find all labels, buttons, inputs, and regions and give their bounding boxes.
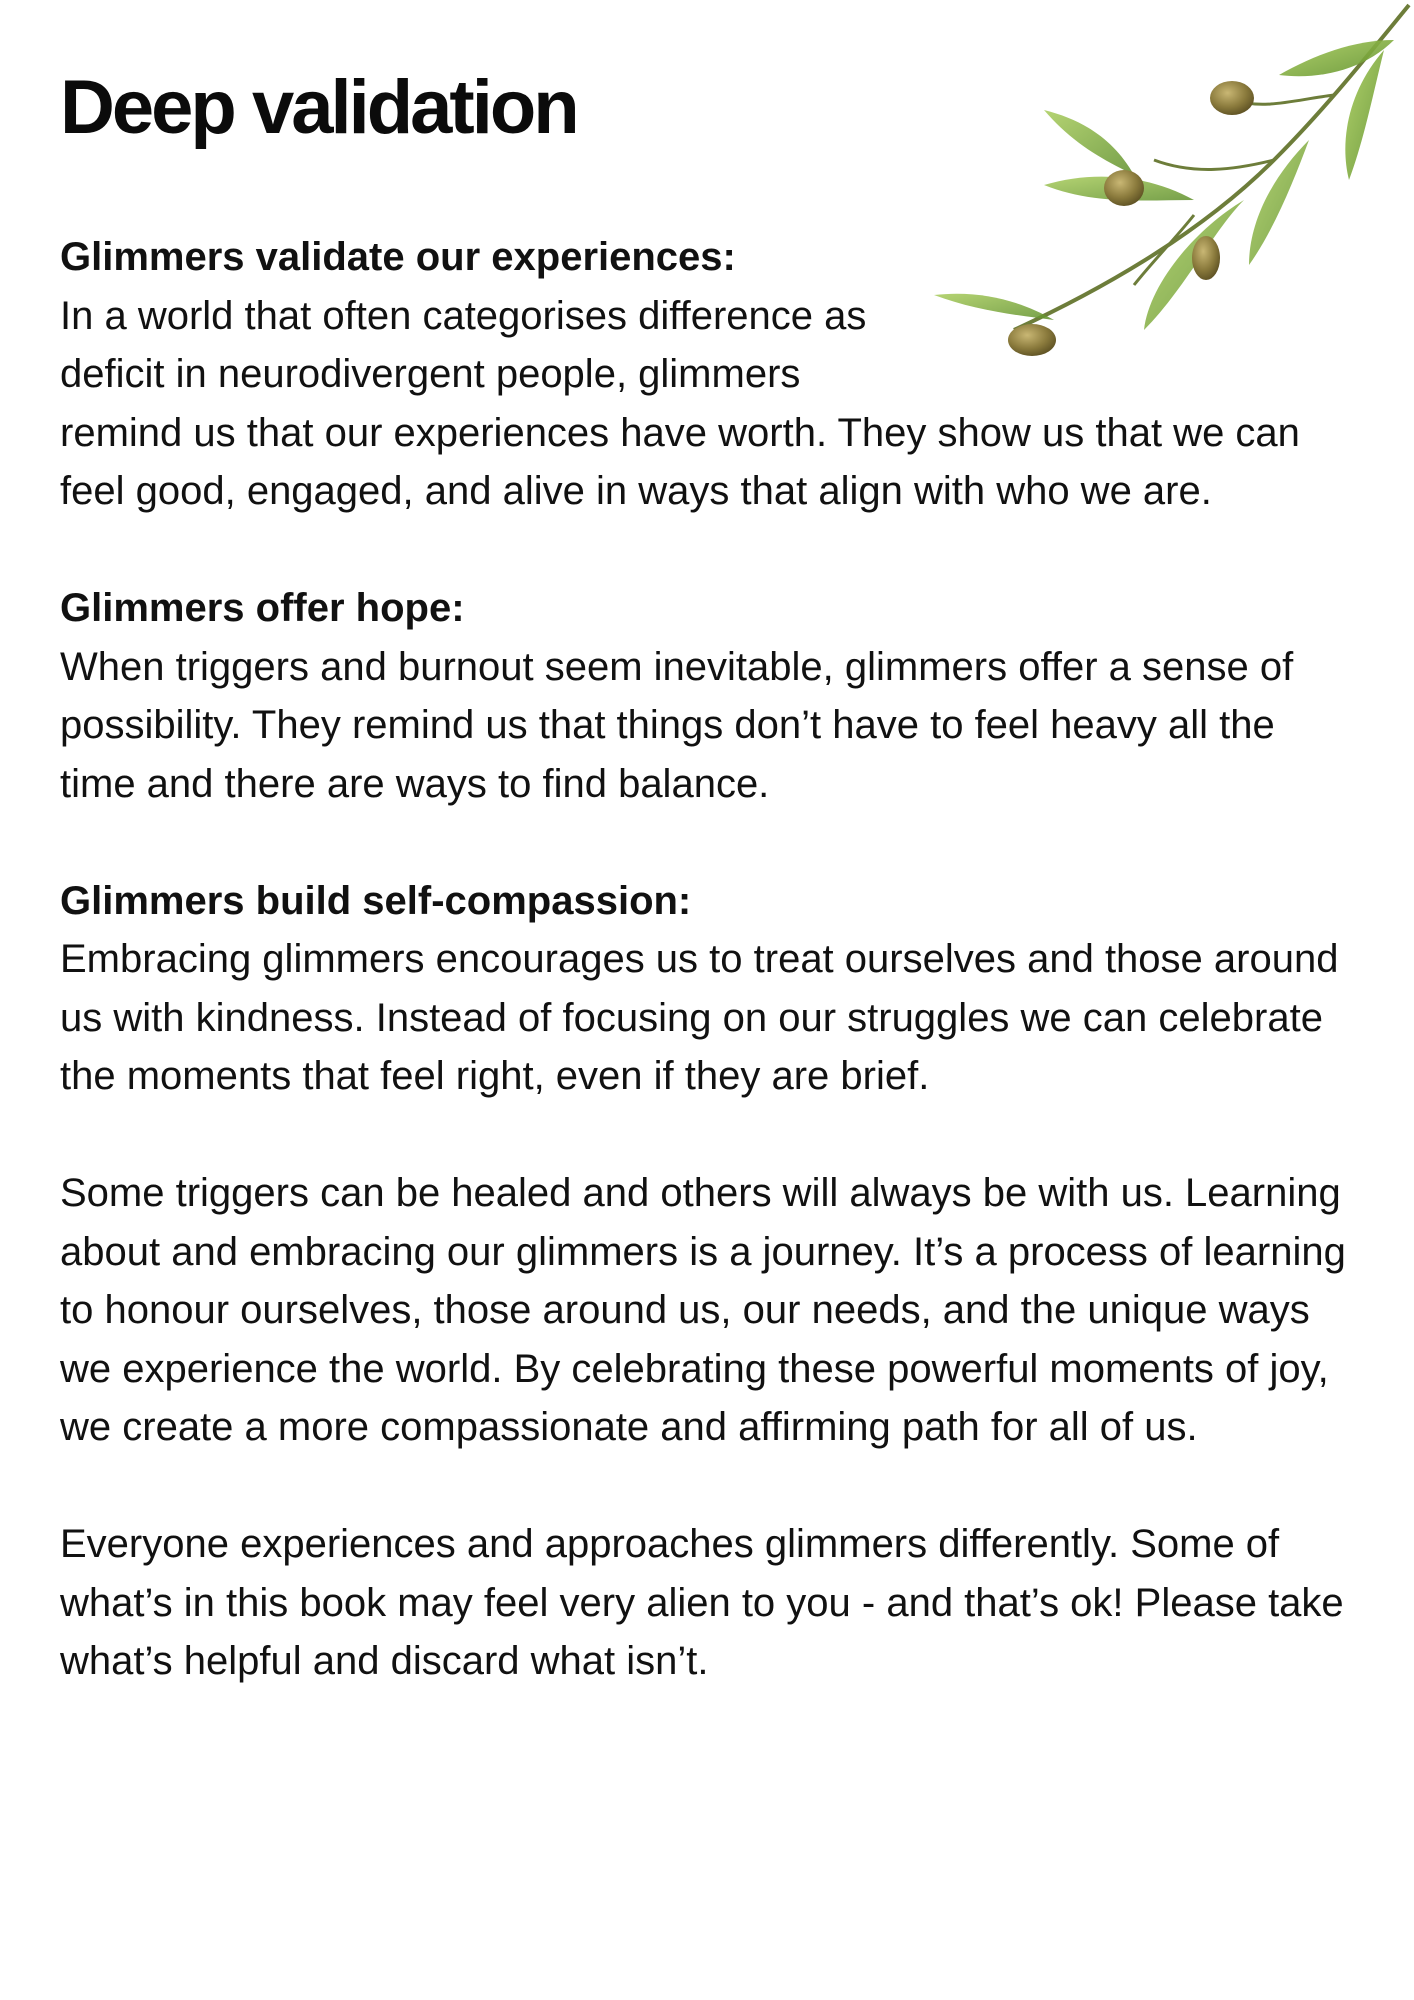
paragraph-journey: Some triggers can be healed and others will always be with us. Learning about and embracing our glimmers is a journey. It’s a process of learning to honour ourselves, those around us, our needs, and the unique ways we experience the world. By celebrating these powerful moments of joy, we create a more compassionate and affirming path for all of us. xyxy=(60,1171,1346,1449)
page-content xyxy=(60,58,1360,1749)
paragraph-differences: Everyone experiences and approaches glimmers differently. Some of what’s in this book may feel very alien to you - and that’s ok! Please take what’s helpful and discard what isn’t. xyxy=(60,1522,1344,1683)
page-title: Deep validation xyxy=(60,65,577,150)
section-heading: Glimmers validate our experiences: xyxy=(60,235,736,279)
section-validate xyxy=(60,228,1360,521)
section-body: In a world that often categorises difference as deficit in neurodivergent people, glimmers remind us that our experiences have worth. They show us that we can feel good, engaged, and alive in ways that align with who we are. xyxy=(60,293,1300,513)
section-self-compassion xyxy=(60,872,1360,1106)
section-heading: Glimmers build self-compassion: xyxy=(60,878,692,923)
section-body: When triggers and burnout seem inevitable, glimmers offer a sense of possibility. They remind us that things don’t have to feel heavy all the time and there are ways to find balance. xyxy=(60,644,1294,806)
section-hope xyxy=(60,579,1360,813)
section-body: Embracing glimmers encourages us to treat ourselves and those around us with kindness. Instead of focusing on our struggles we can celebrate the moments that feel right, even if they are brief. xyxy=(60,937,1339,1098)
section-heading: Glimmers offer hope: xyxy=(60,586,465,630)
